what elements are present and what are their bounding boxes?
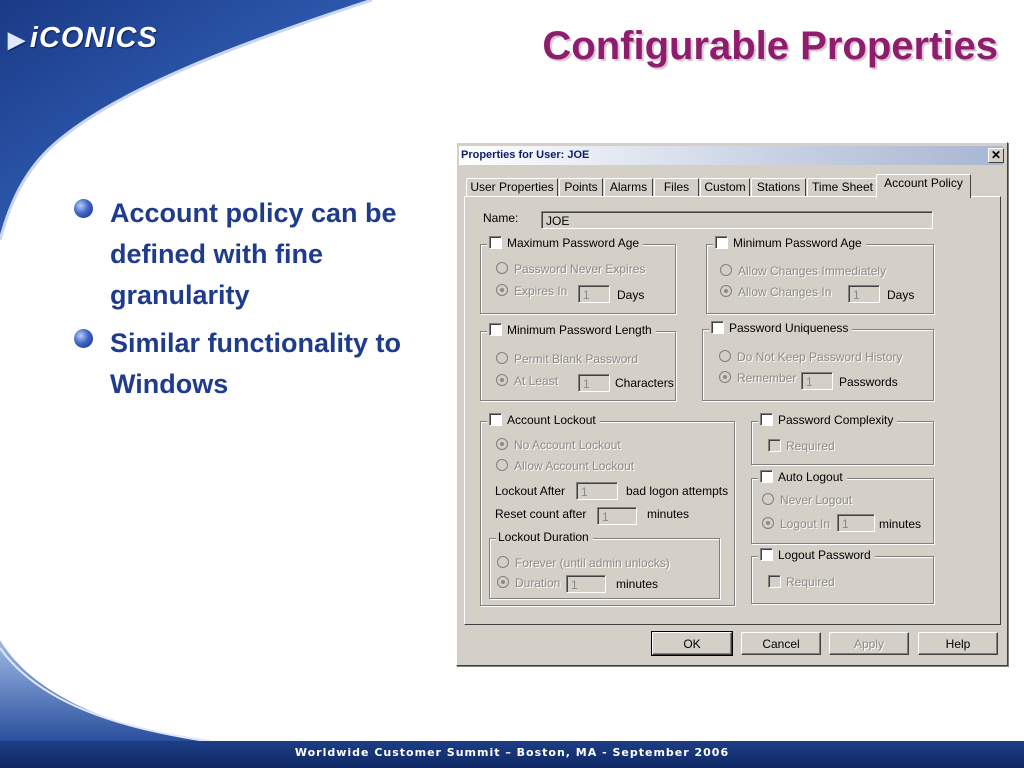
password-complexity-group <box>751 413 934 465</box>
tab-user-properties[interactable]: User Properties <box>466 178 558 196</box>
radio-label: Permit Blank Password <box>514 352 639 366</box>
slide-title: Configurable Properties <box>542 24 998 68</box>
lockout-duration-title: Lockout Duration <box>496 530 593 544</box>
play-triangle-icon: ▶ <box>8 27 26 52</box>
group-title: Logout Password <box>778 548 871 562</box>
dialog-titlebar[interactable] <box>459 146 1003 165</box>
close-button[interactable] <box>988 148 1004 163</box>
group-title: Password Complexity <box>778 413 894 427</box>
checkbox[interactable] <box>760 413 773 426</box>
group-title: Maximum Password Age <box>507 236 640 250</box>
radio-label: Remember <box>737 371 797 385</box>
min-password-length-group <box>480 323 676 401</box>
name-field[interactable]: JOE <box>541 211 933 229</box>
tab-time-sheet[interactable]: Time Sheet <box>807 178 878 196</box>
tab-account-policy[interactable]: Account Policy <box>876 174 971 198</box>
checkbox[interactable] <box>489 236 502 249</box>
min-password-age-toggle[interactable] <box>713 236 866 250</box>
checkbox-label: Required <box>786 439 835 453</box>
footer-bar <box>0 741 1024 768</box>
radio-label: Allow Account Lockout <box>514 459 635 473</box>
auto-logout-group <box>751 470 934 544</box>
max-password-age-group <box>480 236 676 314</box>
tab-points[interactable]: Points <box>559 178 603 196</box>
close-icon: ✕ <box>990 148 1002 162</box>
radio-forever[interactable] <box>497 556 670 570</box>
password-uniqueness-group <box>702 321 934 401</box>
lockout-duration-group <box>489 530 720 599</box>
radio-label: Logout In <box>780 517 831 531</box>
bullet-sphere-icon <box>74 199 93 218</box>
name-label: Name: <box>483 211 519 225</box>
bullet-item <box>74 323 444 405</box>
complexity-required-checkbox[interactable] <box>768 439 835 453</box>
lockout-after-field[interactable]: 1 <box>576 482 618 500</box>
radio-label: Forever (until admin unlocks) <box>515 556 670 570</box>
max-password-age-toggle[interactable] <box>487 236 643 250</box>
allow-changes-in-field[interactable]: 1 <box>848 285 880 303</box>
bad-logon-unit: bad logon attempts <box>626 484 729 498</box>
radio-allow-changes-in[interactable] <box>720 285 831 299</box>
radio-label: Allow Changes Immediately <box>738 264 887 278</box>
remember-field[interactable]: 1 <box>801 372 833 390</box>
checkbox[interactable] <box>760 470 773 483</box>
checkbox[interactable] <box>760 548 773 561</box>
days-unit: Days <box>887 288 915 302</box>
radio-label: Never Logout <box>780 493 853 507</box>
bullet-sphere-icon <box>74 329 93 348</box>
user-properties-dialog <box>456 142 1008 666</box>
ok-button[interactable]: OK <box>652 632 732 655</box>
reset-count-label: Reset count after <box>495 507 587 521</box>
checkbox[interactable] <box>489 413 502 426</box>
radio-label: Password Never Expires <box>514 262 646 276</box>
radio-label: Allow Changes In <box>738 285 832 299</box>
minutes-unit: minutes <box>879 517 922 531</box>
help-button[interactable]: Help <box>918 632 998 655</box>
apply-button[interactable]: Apply <box>829 632 909 655</box>
auto-logout-toggle[interactable] <box>758 470 847 484</box>
radio-allow-immediately[interactable] <box>720 264 886 278</box>
expires-in-field[interactable]: 1 <box>578 285 610 303</box>
footer-text: Worldwide Customer Summit – Boston, MA - September 2006 <box>294 746 730 759</box>
radio-label: Do Not Keep Password History <box>737 350 903 364</box>
radio-at-least[interactable] <box>496 374 558 388</box>
min-password-length-toggle[interactable] <box>487 323 656 337</box>
iconics-logo <box>8 22 158 55</box>
account-lockout-group <box>480 413 735 606</box>
minutes-unit: minutes <box>647 507 690 521</box>
radio-logout-in[interactable] <box>762 517 830 531</box>
logout-password-group <box>751 548 934 604</box>
radio-allow-lockout[interactable] <box>496 459 634 473</box>
tab-files[interactable]: Files <box>654 178 699 196</box>
at-least-field[interactable]: 1 <box>578 374 610 392</box>
radio-permit-blank[interactable] <box>496 352 638 366</box>
days-unit: Days <box>617 288 645 302</box>
tab-alarms[interactable]: Alarms <box>604 178 653 196</box>
reset-count-field[interactable]: 1 <box>597 507 637 525</box>
radio-label: At Least <box>514 374 559 388</box>
checkbox[interactable] <box>489 323 502 336</box>
radio-label: Expires In <box>514 284 568 298</box>
radio-label: No Account Lockout <box>514 438 621 452</box>
account-lockout-toggle[interactable] <box>487 413 600 427</box>
bullet-text: Account policy can be defined with fine granularity <box>110 198 397 310</box>
lockout-after-label: Lockout After <box>495 484 566 498</box>
logout-required-checkbox[interactable] <box>768 575 835 589</box>
radio-remember[interactable] <box>719 371 796 385</box>
checkbox-label: Required <box>786 575 835 589</box>
radio-label: Duration <box>515 576 561 590</box>
passwords-unit: Passwords <box>839 375 898 389</box>
logout-in-field[interactable]: 1 <box>837 514 875 532</box>
account-policy-panel <box>464 196 1001 625</box>
group-title: Minimum Password Length <box>507 323 652 337</box>
radio-duration[interactable] <box>497 576 560 590</box>
dialog-title: Properties for User: JOE <box>461 149 590 161</box>
minutes-unit: minutes <box>616 577 659 591</box>
radio-expires-in[interactable] <box>496 284 567 298</box>
logout-password-toggle[interactable] <box>758 548 875 562</box>
radio-no-history[interactable] <box>719 350 902 364</box>
radio-never-logout[interactable] <box>762 493 852 507</box>
cancel-button[interactable]: Cancel <box>741 632 821 655</box>
radio-never-expires[interactable] <box>496 262 645 276</box>
group-title: Minimum Password Age <box>733 236 862 250</box>
min-password-age-group <box>706 236 934 314</box>
group-title: Account Lockout <box>507 413 596 427</box>
password-complexity-toggle[interactable] <box>758 413 897 427</box>
bullet-item <box>74 193 444 316</box>
logo-text: iCONICS <box>29 22 158 54</box>
duration-field[interactable]: 1 <box>566 575 606 593</box>
tab-custom[interactable]: Custom <box>700 178 750 196</box>
bullet-text: Similar functionality to Windows <box>110 328 402 399</box>
tab-stations[interactable]: Stations <box>751 178 806 196</box>
password-uniqueness-toggle[interactable] <box>709 321 852 335</box>
characters-unit: Characters <box>615 376 674 390</box>
group-title: Password Uniqueness <box>729 321 849 335</box>
radio-no-lockout[interactable] <box>496 438 621 452</box>
checkbox[interactable] <box>715 236 728 249</box>
checkbox[interactable] <box>711 321 724 334</box>
group-title: Auto Logout <box>778 470 843 484</box>
